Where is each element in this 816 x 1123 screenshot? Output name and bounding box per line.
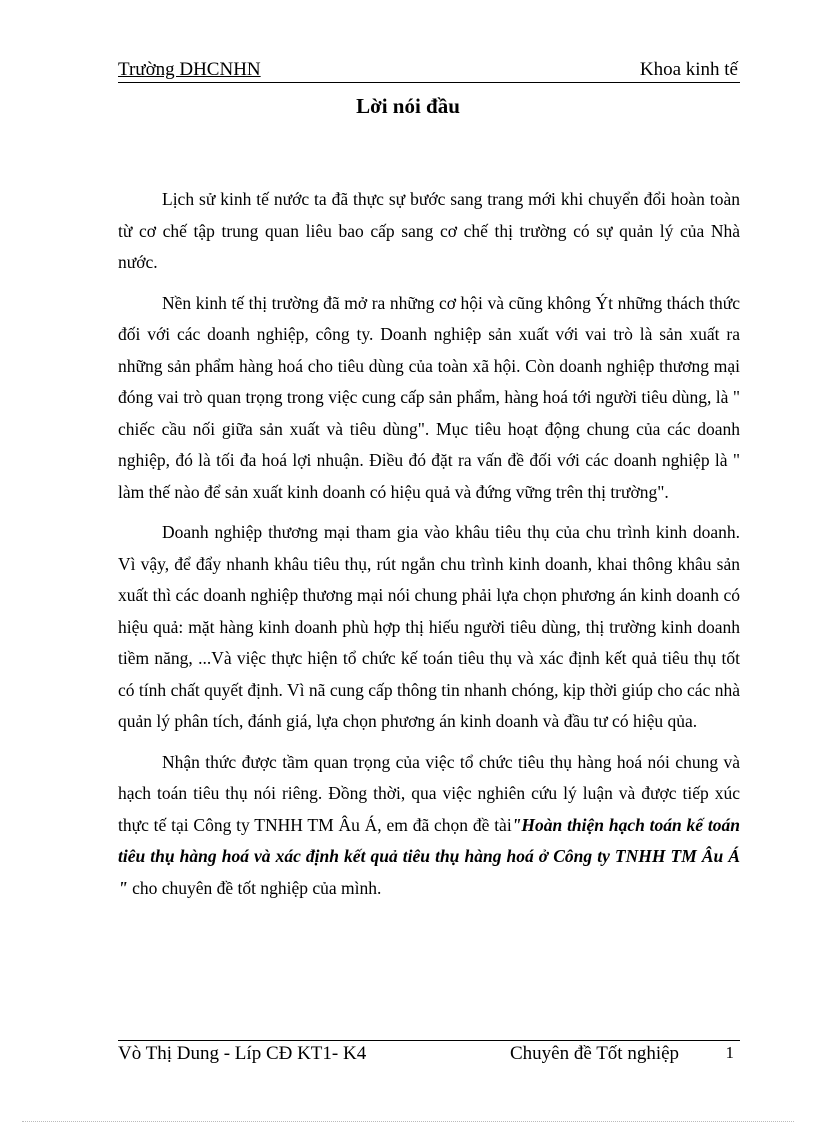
page-boundary	[22, 1121, 794, 1122]
paragraph-4-intro: Nhận thức được tầm quan trọng của việc tổ chức tiêu thụ hàng hoá nói chung và hạch toán tiêu thụ nói riêng. Đồng thời, qua việc nghiên cứu lý luận và được tiếp xúc thực tế tại Công ty TNHH TM Âu Á, em đã chọn đề tài	[118, 751, 740, 835]
paragraph-4	[118, 747, 740, 905]
document-body	[118, 184, 740, 913]
page-number: 1	[725, 1043, 734, 1062]
header-faculty: Khoa kinh tế	[639, 59, 738, 80]
paragraph-3: Doanh nghiệp thương mại tham gia vào khâu tiêu thụ của chu trình kinh doanh. Vì vậy, để đẩy nhanh khâu tiêu thụ, rút ngắn chu trình kinh doanh, khai thông khâu sản xuất thì các doanh nghiệp thương mại nói chung phải lựa chọn phương án kinh doanh có hiệu quả: mặt hàng kinh doanh phù hợp thị hiếu người tiêu dùng, thị trường kinh doanh tiềm năng, ...Và việc thực hiện tổ chức kế toán tiêu thụ và xác định kết quả tiêu thụ tốt có tính chất quyết định. Vì nã cung cấp thông tin nhanh chóng, kịp thời giúp cho các nhà quản lý phân tích, đánh giá, lựa chọn phương án kinh doanh và đầu tư có hiệu qủa.	[118, 522, 740, 731]
header-school: Trường DHCNHN	[118, 59, 261, 80]
footer-author: Vò Thị Dung - Líp CĐ KT1- K4	[118, 1043, 367, 1064]
paragraph-1: Lịch sử kinh tế nước ta đã thực sự bước sang trang mới khi chuyển đổi hoàn toàn từ cơ chế tập trung quan liêu bao cấp sang cơ chế thị trường có sự quản lý của Nhà nước.	[118, 189, 740, 272]
footer-doc-type: Chuyên đề Tốt nghiệp	[510, 1043, 680, 1064]
paragraph-2: Nền kinh tế thị trường đã mở ra những cơ hội và cũng không Ýt những thách thức đối với các doanh nghiệp, công ty. Doanh nghiệp sản xuất với vai trò là sản xuất ra những sản phẩm hàng hoá cho tiêu dùng của toàn xã hội. Còn doanh nghiệp thương mại đóng vai trò quan trọng trong việc cung cấp sản phẩm, hàng hoá tới người tiêu dùng, là " chiếc cầu nối giữa sản xuất và tiêu dùng". Mục tiêu hoạt động chung của các doanh nghiệp, đó là tối đa hoá lợi nhuận. Điều đó đặt ra vấn đề đối với các doanh nghiệp là " làm thế nào để sản xuất kinh doanh có hiệu quả và đứng vững trên thị trường".	[118, 292, 740, 502]
paragraph-4-outro: cho chuyên đề tốt nghiệp của mình.	[127, 877, 382, 898]
page-header	[118, 58, 740, 83]
thesis-topic: "Hoàn thiện hạch toán kế toán tiêu thụ hàng hoá và xác định kết quả tiêu thụ hàng hoá ở Công ty TNHH TM Âu Á "	[118, 814, 740, 898]
footer-divider	[118, 1040, 740, 1041]
page-title: Lời nói đầu	[356, 94, 460, 118]
